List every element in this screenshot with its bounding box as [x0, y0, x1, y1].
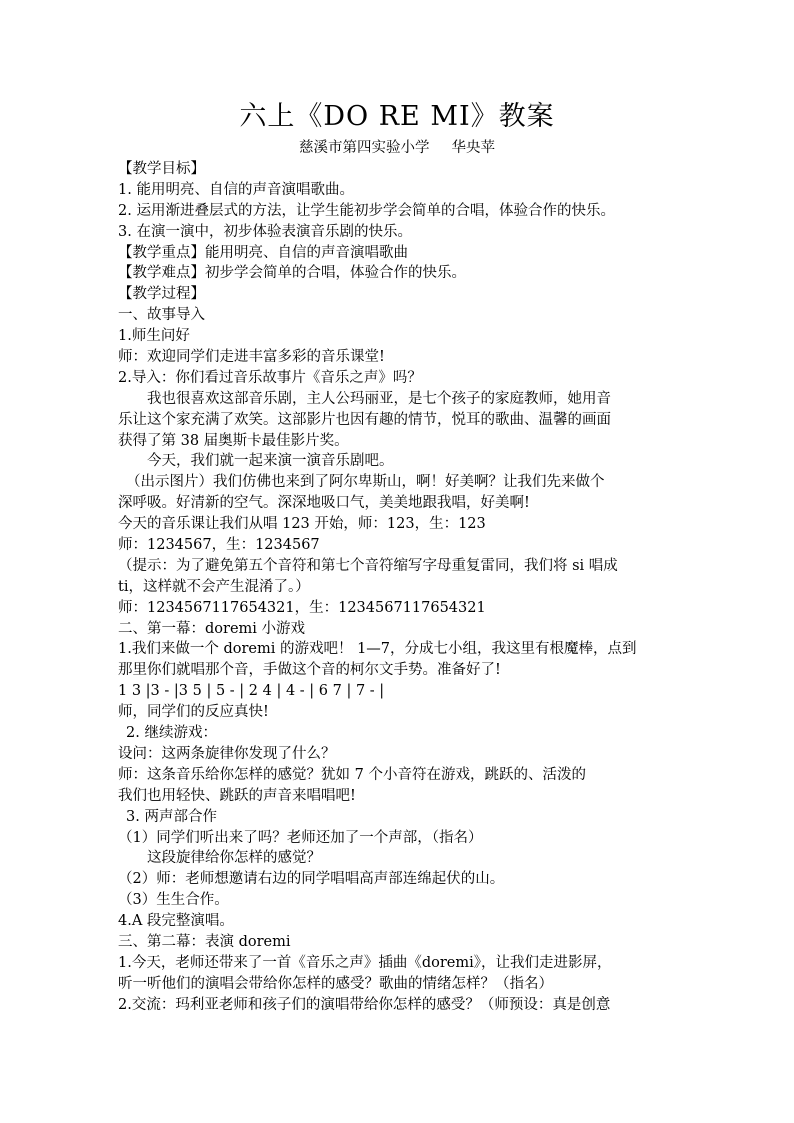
text-line: 今天，我们就一起来演一演音乐剧吧。 — [147, 453, 394, 470]
text-line: 师：1234567117654321，生：1234567117654321 — [118, 599, 486, 616]
text-line: 师：1234567，生：1234567 — [118, 537, 320, 554]
school-name: 慈溪市第四实验小学 — [299, 140, 430, 156]
text-line: 1. 能用明亮、自信的声音演唱歌曲。 — [118, 181, 354, 198]
text-line: 2.导入：你们看过音乐故事片《音乐之声》吗？ — [118, 369, 422, 386]
text-line: 【教学重点】能用明亮、自信的声音演唱歌曲 — [118, 244, 408, 261]
text-line: 我们也用轻快、跳跃的声音来唱唱吧! — [118, 787, 356, 804]
text-line: 设问：这两条旋律你发现了什么？ — [118, 745, 336, 762]
text-line: 1.今天，老师还带来了一首《音乐之声》插曲《doremi》，让我们走进影屏， — [118, 954, 612, 971]
text-line: 1 3 |3 - |3 5 | 5 - | 2 4 | 4 - | 6 7 | 7 - | — [118, 683, 385, 700]
text-line: 这段旋律给你怎样的感觉？ — [147, 850, 321, 867]
text-line: （3）生生合作。 — [118, 892, 229, 909]
text-line: 4.A 段完整演唱。 — [118, 913, 234, 930]
text-line: 3. 两声部合作 — [126, 808, 217, 825]
author-name: 华央苹 — [451, 140, 495, 156]
text-line: 今天的音乐课让我们从唱 123 开始，师：123，生：123 — [118, 516, 486, 533]
text-line: 师：欢迎同学们走进丰富多彩的音乐课堂! — [118, 349, 385, 366]
text-line: 【教学难点】初步学会简单的合唱，体验合作的快乐。 — [118, 265, 466, 282]
text-line: 听一听他们的演唱会带给你怎样的感受？歌曲的情绪怎样？（指名） — [118, 975, 553, 992]
document-title: 六上《DO RE MI》教案 — [239, 101, 555, 132]
text-line: 二、第一幕：doremi 小游戏 — [118, 620, 306, 637]
text-line: 1.我们来做一个 doremi 的游戏吧！ 1—7，分成七小组，我这里有根魔棒，点到 — [118, 641, 637, 658]
text-line: 【教学过程】 — [118, 286, 205, 303]
text-line: （2）师：老师想邀请右边的同学唱唱高声部连绵起伏的山。 — [118, 871, 505, 888]
text-line: 我也很喜欢这部音乐剧，主人公玛丽亚，是七个孩子的家庭教师，她用音 — [147, 390, 611, 407]
text-line: 师，同学们的反应真快! — [118, 704, 269, 721]
text-line: （1）同学们听出来了吗？老师还加了一个声部，（指名） — [118, 829, 483, 846]
text-line: 获得了第 38 届奥斯卡最佳影片奖。 — [118, 432, 349, 449]
text-line: 【教学目标】 — [118, 161, 205, 177]
text-line: 那里你们就唱那个音，手做这个音的柯尔文手势。准备好了! — [118, 662, 501, 679]
text-line: 2. 运用渐进叠层式的方法，让学生能初步学会简单的合唱，体验合作的快乐。 — [118, 202, 615, 219]
text-line: 2. 继续游戏： — [126, 725, 217, 742]
text-line: 师：这条音乐给你怎样的感觉？犹如 7 个小音符在游戏，跳跃的、活泼的 — [118, 766, 586, 783]
text-line: 1.师生问好 — [118, 328, 190, 345]
text-line: 3. 在演一演中，初步体验表演音乐剧的快乐。 — [118, 223, 412, 240]
author-line — [0, 138, 794, 158]
text-line: 一、故事导入 — [118, 307, 205, 324]
text-line: （提示：为了避免第五个音符和第七个音符缩写字母重复雷同，我们将 si 唱成 — [118, 557, 618, 574]
text-line: 2.交流：玛利亚老师和孩子们的演唱带给你怎样的感受？（师预设：真是创意 — [118, 996, 611, 1013]
text-line: 乐让这个家充满了欢笑。这部影片也因有趣的情节，悦耳的歌曲、温馨的画面 — [118, 411, 611, 428]
text-line: 深呼吸。好清新的空气。深深地吸口气，美美地跟我唱，好美啊! — [118, 495, 530, 512]
text-line: （出示图片）我们仿佛也来到了阿尔卑斯山，啊！好美啊？让我们先来做个 — [126, 474, 605, 491]
text-line: 三、第二幕：表演 doremi — [118, 933, 291, 950]
lesson-plan-body — [118, 159, 678, 1016]
text-line: ti，这样就不会产生混淆了。） — [118, 578, 310, 595]
